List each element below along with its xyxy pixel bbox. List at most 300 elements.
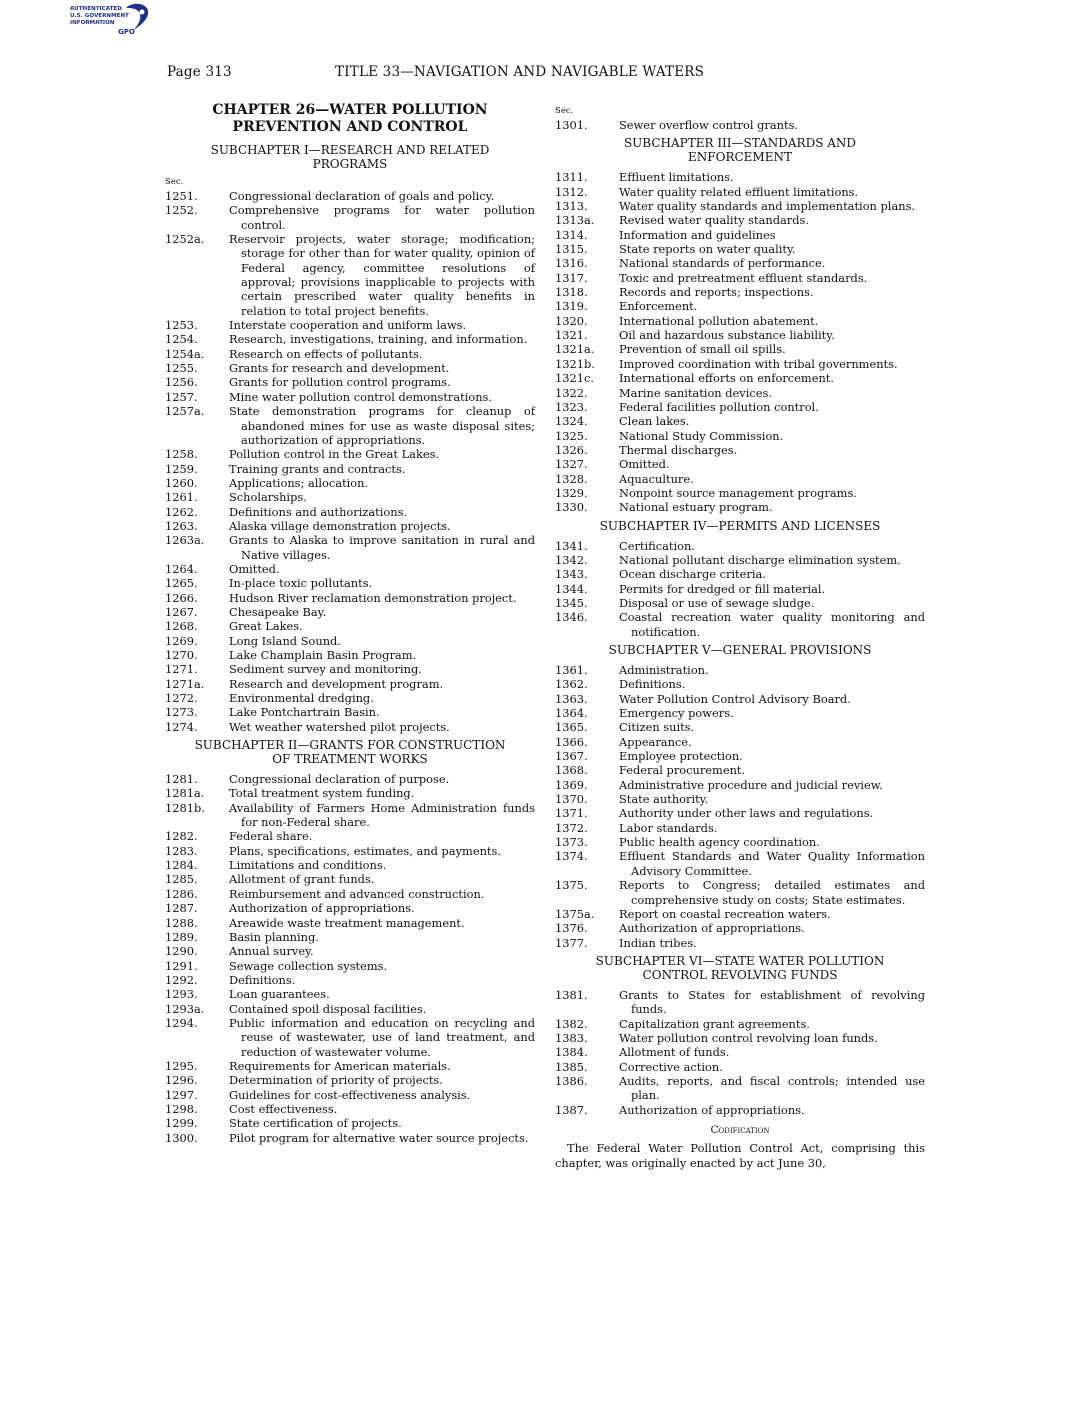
subchapter-heading: [555, 954, 925, 982]
section-number: 1286.: [165, 886, 198, 901]
section-number: 1293a.: [165, 1001, 205, 1016]
section-title: Omitted.: [619, 457, 670, 472]
section-entry: [555, 486, 925, 500]
section-number: 1345.: [555, 595, 588, 610]
section-entry: [165, 404, 535, 447]
section-entry: [555, 357, 925, 371]
section-title: International pollution abatement.: [619, 313, 819, 328]
section-number: 1265.: [165, 576, 198, 591]
section-number: 1259.: [165, 461, 198, 476]
right-column: [555, 100, 925, 1170]
section-entry: [555, 720, 925, 734]
section-number: 1385.: [555, 1059, 588, 1074]
section-number: 1327.: [555, 457, 588, 472]
section-number: 1293.: [165, 987, 198, 1002]
section-title: Aquaculture.: [619, 471, 694, 486]
section-number: 1364.: [555, 706, 588, 721]
section-number: 1301.: [555, 118, 588, 132]
subchapter-block: [555, 643, 925, 950]
section-title: Pollution control in the Great Lakes.: [229, 447, 440, 462]
section-entry: [165, 447, 535, 461]
section-title: State authority.: [619, 792, 709, 807]
section-number: 1287.: [165, 901, 198, 916]
section-number: 1377.: [555, 935, 588, 950]
section-number: 1267.: [165, 604, 198, 619]
section-entry: [165, 490, 535, 504]
section-title: Grants for research and development.: [229, 361, 450, 376]
section-title: Loan guarantees.: [229, 987, 330, 1002]
subchapter-heading: [555, 136, 925, 164]
section-number: 1300.: [165, 1130, 198, 1145]
section-number: 1325.: [555, 428, 588, 443]
section-number: 1284.: [165, 858, 198, 873]
section-number: 1366.: [555, 734, 588, 749]
section-title: Citizen suits.: [619, 720, 695, 735]
section-entry: [165, 1102, 535, 1116]
section-number: 1328.: [555, 471, 588, 486]
section-title: Applications; allocation.: [229, 475, 369, 490]
section-entry: [165, 801, 535, 830]
section-entry: [165, 662, 535, 676]
svg-text:INFORMATION: INFORMATION: [70, 20, 115, 26]
section-entry: [555, 472, 925, 486]
section-number: 1382.: [555, 1016, 588, 1031]
section-entry: [165, 634, 535, 648]
section-entry: [555, 553, 925, 567]
running-header: [167, 64, 923, 84]
section-title: Authorization of appropriations.: [229, 901, 415, 916]
section-title: National estuary program.: [619, 500, 773, 515]
subchapter-heading-line: SUBCHAPTER III—STANDARDS AND: [623, 136, 857, 151]
section-number: 1257.: [165, 389, 198, 404]
section-title: Emergency powers.: [619, 706, 734, 721]
section-entry: [555, 735, 925, 749]
subchapter-heading-line: SUBCHAPTER VI—STATE WATER POLLUTION: [595, 953, 885, 968]
section-title: Sewer overflow control grants.: [619, 118, 799, 132]
section-number: 1324.: [555, 414, 588, 429]
section-entry: [555, 567, 925, 581]
subchapter-heading-line: SUBCHAPTER V—GENERAL PROVISIONS: [608, 643, 872, 657]
section-title: Federal facilities pollution control.: [619, 399, 819, 414]
section-entry: [555, 371, 925, 385]
section-entry: [555, 457, 925, 471]
left-column: [165, 100, 535, 1145]
section-title: Authorization of appropriations.: [619, 1102, 805, 1117]
chapter-title-line: CHAPTER 26—WATER POLLUTION: [212, 102, 488, 118]
section-title: Definitions.: [229, 972, 296, 987]
section-title: Federal procurement.: [619, 763, 746, 778]
section-entry: [555, 414, 925, 428]
section-entry: [165, 720, 535, 734]
section-number: 1383.: [555, 1030, 588, 1045]
section-entry: [555, 596, 925, 610]
subchapter-heading-line: CONTROL REVOLVING FUNDS: [642, 967, 838, 982]
subchapter-heading-line: SUBCHAPTER IV—PERMITS AND LICENSES: [599, 518, 881, 533]
section-number: 1291.: [165, 958, 198, 973]
section-number: 1269.: [165, 633, 198, 648]
section-number: 1321a.: [555, 342, 595, 357]
section-title: Research, investigations, training, and information.: [229, 332, 528, 347]
section-title: Ocean discharge criteria.: [619, 567, 766, 582]
section-title: Lake Champlain Basin Program.: [229, 648, 417, 662]
section-number: 1281a.: [165, 786, 205, 801]
section-number: 1373.: [555, 835, 588, 850]
codification-text: The Federal Water Pollution Control Act, comprising this chapter, was originally enacted by act June 30,: [555, 1141, 925, 1170]
section-number: 1315.: [555, 242, 588, 257]
section-entry: [165, 786, 535, 800]
section-title: Marine sanitation devices.: [619, 385, 772, 400]
section-entry: [555, 582, 925, 596]
section-title: Oil and hazardous substance liability.: [619, 328, 835, 343]
section-number: 1273.: [165, 705, 198, 720]
section-title: Effluent Standards and Water Quality Information Advisory Committee.: [619, 849, 925, 878]
section-title: Wet weather watershed pilot projects.: [229, 719, 450, 734]
section-number: 1261.: [165, 490, 198, 505]
section-title: Definitions and authorizations.: [229, 504, 408, 519]
section-title: Cost effectiveness.: [229, 1101, 338, 1116]
section-entry: [555, 185, 925, 199]
section-entry: [165, 1016, 535, 1059]
section-entry: [555, 663, 925, 677]
section-title: Prevention of small oil spills.: [619, 342, 786, 357]
subchapter-block: [165, 143, 535, 734]
section-entry: [555, 921, 925, 935]
section-number: 1317.: [555, 270, 588, 285]
section-title: Corrective action.: [619, 1059, 723, 1074]
section-number: 1281.: [165, 772, 198, 787]
subchapter-block: [165, 738, 535, 1145]
sec-column-label: Sec.: [165, 177, 184, 187]
section-number: 1370.: [555, 792, 588, 807]
subchapter-heading-line: SUBCHAPTER I—RESEARCH AND RELATED: [210, 143, 490, 157]
subchapter-block: [555, 954, 925, 1117]
svg-text:AUTHENTICATED: AUTHENTICATED: [70, 6, 122, 12]
section-title: Alaska village demonstration projects.: [229, 518, 451, 533]
section-entry: [165, 887, 535, 901]
section-entry: [165, 916, 535, 930]
section-number: 1299.: [165, 1116, 198, 1131]
section-title: Sewage collection systems.: [229, 958, 388, 973]
section-number: 1260.: [165, 475, 198, 490]
section-title: Definitions.: [619, 677, 686, 692]
section-title: Information and guidelines: [619, 227, 776, 242]
section-entry: [165, 318, 535, 332]
section-title: Great Lakes.: [229, 619, 303, 634]
section-title: Labor standards.: [619, 820, 718, 835]
section-title: Mine water pollution control demonstrations.: [229, 389, 493, 404]
section-number: 1254.: [165, 332, 198, 347]
section-number: 1313.: [555, 199, 588, 214]
section-entry: [165, 844, 535, 858]
section-entry: [165, 1131, 535, 1145]
section-title: Grants to States for establishment of revolving funds.: [619, 987, 925, 1017]
section-title: International efforts on enforcement.: [619, 371, 834, 386]
section-title: State reports on water quality.: [619, 242, 796, 257]
section-number: 1298.: [165, 1101, 198, 1116]
section-title: Pilot program for alternative water source projects.: [229, 1130, 529, 1145]
section-title: Authority under other laws and regulations.: [619, 806, 874, 821]
section-number: 1283.: [165, 843, 198, 858]
section-number: 1264.: [165, 561, 198, 576]
section-entry: [555, 1074, 925, 1103]
section-number: 1272.: [165, 691, 198, 706]
section-number: 1320.: [555, 313, 588, 328]
subchapter-heading: [555, 643, 925, 657]
section-number: 1268.: [165, 619, 198, 634]
section-entry: [555, 299, 925, 313]
section-title: Environmental dredging.: [229, 691, 374, 706]
chapter-title: [165, 102, 535, 135]
section-title: Reimbursement and advanced construction.: [229, 886, 485, 901]
section-title: Toxic and pretreatment effluent standards.: [619, 270, 868, 285]
section-entry: [165, 930, 535, 944]
section-entry: [165, 1088, 535, 1102]
section-entry: [555, 1031, 925, 1045]
section-entry: [165, 987, 535, 1001]
section-title: Appearance.: [619, 734, 692, 749]
section-number: 1258.: [165, 447, 198, 462]
section-number: 1329.: [555, 485, 588, 500]
section-entry: [165, 505, 535, 519]
section-title: Federal share.: [229, 829, 313, 844]
section-title: Grants to Alaska to improve sanitation in rural and Native villages.: [229, 533, 535, 562]
chapter-title-line: PREVENTION AND CONTROL: [232, 118, 468, 135]
section-title: Contained spoil disposal facilities.: [229, 1001, 427, 1016]
section-title: Public information and education on recycling and reuse of wastewater, use of land treatment, and reduction of wastewater volume.: [229, 1015, 535, 1059]
section-number: 1290.: [165, 944, 198, 959]
section-entry: [555, 821, 925, 835]
subchapter-block: [555, 106, 925, 132]
section-number: 1374.: [555, 849, 588, 864]
section-title: Public health agency coordination.: [619, 835, 820, 850]
section-entry: [555, 706, 925, 720]
section-number: 1251.: [165, 189, 198, 203]
section-title: Water quality standards and implementation plans.: [619, 199, 916, 214]
section-entry: [555, 118, 925, 132]
gpo-authenticated-logo: [68, 2, 154, 42]
section-entry: [165, 1073, 535, 1087]
section-entry: [555, 328, 925, 342]
section-entry: [165, 1116, 535, 1130]
section-title: Enforcement.: [619, 299, 698, 314]
section-entry: [555, 1017, 925, 1031]
section-number: 1297.: [165, 1087, 198, 1102]
section-number: 1254a.: [165, 346, 205, 361]
section-entry: [165, 189, 535, 203]
section-number: 1384.: [555, 1045, 588, 1060]
section-number: 1318.: [555, 285, 588, 300]
section-title: Water quality related effluent limitations.: [619, 184, 859, 199]
section-entry: [165, 591, 535, 605]
section-number: 1295.: [165, 1058, 198, 1073]
section-title: Revised water quality standards.: [619, 213, 809, 228]
section-title: Administration.: [619, 663, 709, 677]
section-number: 1344.: [555, 581, 588, 596]
section-entry: [165, 973, 535, 987]
section-number: 1372.: [555, 820, 588, 835]
section-number: 1365.: [555, 720, 588, 735]
section-entry: [165, 901, 535, 915]
section-number: 1368.: [555, 763, 588, 778]
section-title: Plans, specifications, estimates, and payments.: [229, 843, 501, 858]
section-title: Areawide waste treatment management.: [229, 915, 465, 930]
section-entry: [165, 705, 535, 719]
section-number: 1369.: [555, 777, 588, 792]
section-entry: [165, 1002, 535, 1016]
section-entry: [165, 232, 535, 318]
section-entry: [165, 944, 535, 958]
section-number: 1367.: [555, 749, 588, 764]
section-number: 1323.: [555, 399, 588, 414]
subchapter-heading: [165, 143, 535, 171]
section-title: National standards of performance.: [619, 256, 826, 271]
section-title: Indian tribes.: [619, 935, 697, 950]
section-entry: [165, 858, 535, 872]
section-number: 1252.: [165, 203, 198, 218]
section-title: Congressional declaration of goals and policy.: [229, 189, 495, 203]
section-entry: [555, 170, 925, 184]
section-number: 1255.: [165, 361, 198, 376]
section-entry: [555, 314, 925, 328]
section-number: 1289.: [165, 929, 198, 944]
section-number: 1271.: [165, 662, 198, 677]
section-entry: [165, 1059, 535, 1073]
section-entry: [555, 763, 925, 777]
section-entry: [555, 835, 925, 849]
section-entry: [165, 872, 535, 886]
section-number: 1256.: [165, 375, 198, 390]
section-title: Allotment of funds.: [619, 1045, 730, 1060]
section-title: Coastal recreation water quality monitoring and notification.: [619, 610, 925, 639]
section-title: Authorization of appropriations.: [619, 921, 805, 936]
section-title: Allotment of grant funds.: [229, 872, 375, 887]
section-title: Interstate cooperation and uniform laws.: [229, 318, 467, 333]
section-title: Total treatment system funding.: [229, 786, 415, 801]
section-number: 1326.: [555, 442, 588, 457]
section-number: 1346.: [555, 610, 588, 625]
section-number: 1257a.: [165, 404, 205, 419]
section-number: 1321.: [555, 328, 588, 343]
section-number: 1343.: [555, 567, 588, 582]
svg-text:GPO: GPO: [118, 28, 135, 36]
section-title: Water Pollution Control Advisory Board.: [619, 691, 851, 706]
section-number: 1375.: [555, 878, 588, 893]
section-title: Grants for pollution control programs.: [229, 375, 451, 390]
section-entry: [555, 778, 925, 792]
section-number: 1271a.: [165, 676, 205, 691]
section-number: 1294.: [165, 1015, 198, 1030]
section-number: 1316.: [555, 256, 588, 271]
section-entry: [555, 443, 925, 457]
section-entry: [165, 677, 535, 691]
section-entry: [555, 692, 925, 706]
section-entry: [165, 576, 535, 590]
section-entry: [165, 462, 535, 476]
section-title: Hudson River reclamation demonstration project.: [229, 590, 517, 605]
section-title: Annual survey.: [229, 944, 314, 959]
subchapter-heading: [555, 519, 925, 533]
section-title: Administrative procedure and judicial review.: [619, 777, 883, 792]
subchapter-heading-line: OF TREATMENT WORKS: [272, 752, 428, 767]
section-number: 1321c.: [555, 371, 594, 386]
section-entry: [165, 562, 535, 576]
section-entry: [555, 199, 925, 213]
section-number: 1270.: [165, 648, 198, 662]
running-title: TITLE 33—NAVIGATION AND NAVIGABLE WATERS: [335, 64, 705, 80]
section-title: Scholarships.: [229, 490, 307, 505]
section-number: 1296.: [165, 1073, 198, 1088]
section-title: Reports to Congress; detailed estimates and comprehensive study on costs; State estimates.: [619, 878, 925, 907]
page-number: Page 313: [167, 64, 232, 80]
section-entry: [555, 228, 925, 242]
section-number: 1253.: [165, 318, 198, 333]
section-title: Limitations and conditions.: [229, 858, 387, 873]
section-title: In-place toxic pollutants.: [229, 576, 373, 591]
section-number: 1288.: [165, 915, 198, 930]
subchapter-heading-line: SUBCHAPTER II—GRANTS FOR CONSTRUCTION: [194, 738, 506, 753]
section-entry: [165, 375, 535, 389]
section-title: Permits for dredged or fill material.: [619, 581, 826, 596]
section-title: Comprehensive programs for water pollution control.: [229, 203, 535, 232]
section-entry: [555, 936, 925, 950]
section-number: 1319.: [555, 299, 588, 314]
section-entry: [555, 342, 925, 356]
section-title: Research and development program.: [229, 676, 444, 691]
section-title: Clean lakes.: [619, 414, 690, 429]
section-title: Certification.: [619, 538, 695, 553]
section-entry: [555, 878, 925, 907]
section-number: 1312.: [555, 184, 588, 199]
codification-heading: Codification: [710, 1123, 770, 1136]
section-entry: [555, 1060, 925, 1074]
section-number: 1292.: [165, 972, 198, 987]
section-entry: [555, 213, 925, 227]
section-entry: [165, 203, 535, 232]
section-entry: [165, 533, 535, 562]
section-entry: [555, 429, 925, 443]
section-entry: [555, 256, 925, 270]
section-number: 1262.: [165, 504, 198, 519]
section-number: 1361.: [555, 663, 588, 677]
section-entry: [555, 271, 925, 285]
section-number: 1342.: [555, 552, 588, 567]
section-entry: [555, 792, 925, 806]
section-entry: [555, 386, 925, 400]
section-entry: [165, 605, 535, 619]
section-number: 1266.: [165, 590, 198, 605]
section-title: Research on effects of pollutants.: [229, 346, 423, 361]
section-title: Disposal or use of sewage sludge.: [619, 595, 815, 610]
section-number: 1375a.: [555, 906, 595, 921]
section-entry: [555, 677, 925, 691]
subchapter-block: [555, 136, 925, 514]
section-entry: [165, 691, 535, 705]
section-title: Effluent limitations.: [619, 170, 734, 185]
section-entry: [555, 610, 925, 639]
section-number: 1363.: [555, 691, 588, 706]
section-entry: [555, 806, 925, 820]
section-entry: [165, 959, 535, 973]
section-title: Requirements for American materials.: [229, 1058, 451, 1073]
section-title: National pollutant discharge elimination system.: [619, 552, 901, 567]
section-title: Training grants and contracts.: [229, 461, 406, 476]
section-title: Basin planning.: [229, 929, 319, 944]
section-title: State certification of projects.: [229, 1116, 402, 1131]
section-number: 1285.: [165, 872, 198, 887]
section-title: Availability of Farmers Home Administration funds for non-Federal share.: [229, 800, 535, 830]
section-title: Audits, reports, and fiscal controls; intended use plan.: [619, 1073, 925, 1103]
section-number: 1362.: [555, 677, 588, 692]
